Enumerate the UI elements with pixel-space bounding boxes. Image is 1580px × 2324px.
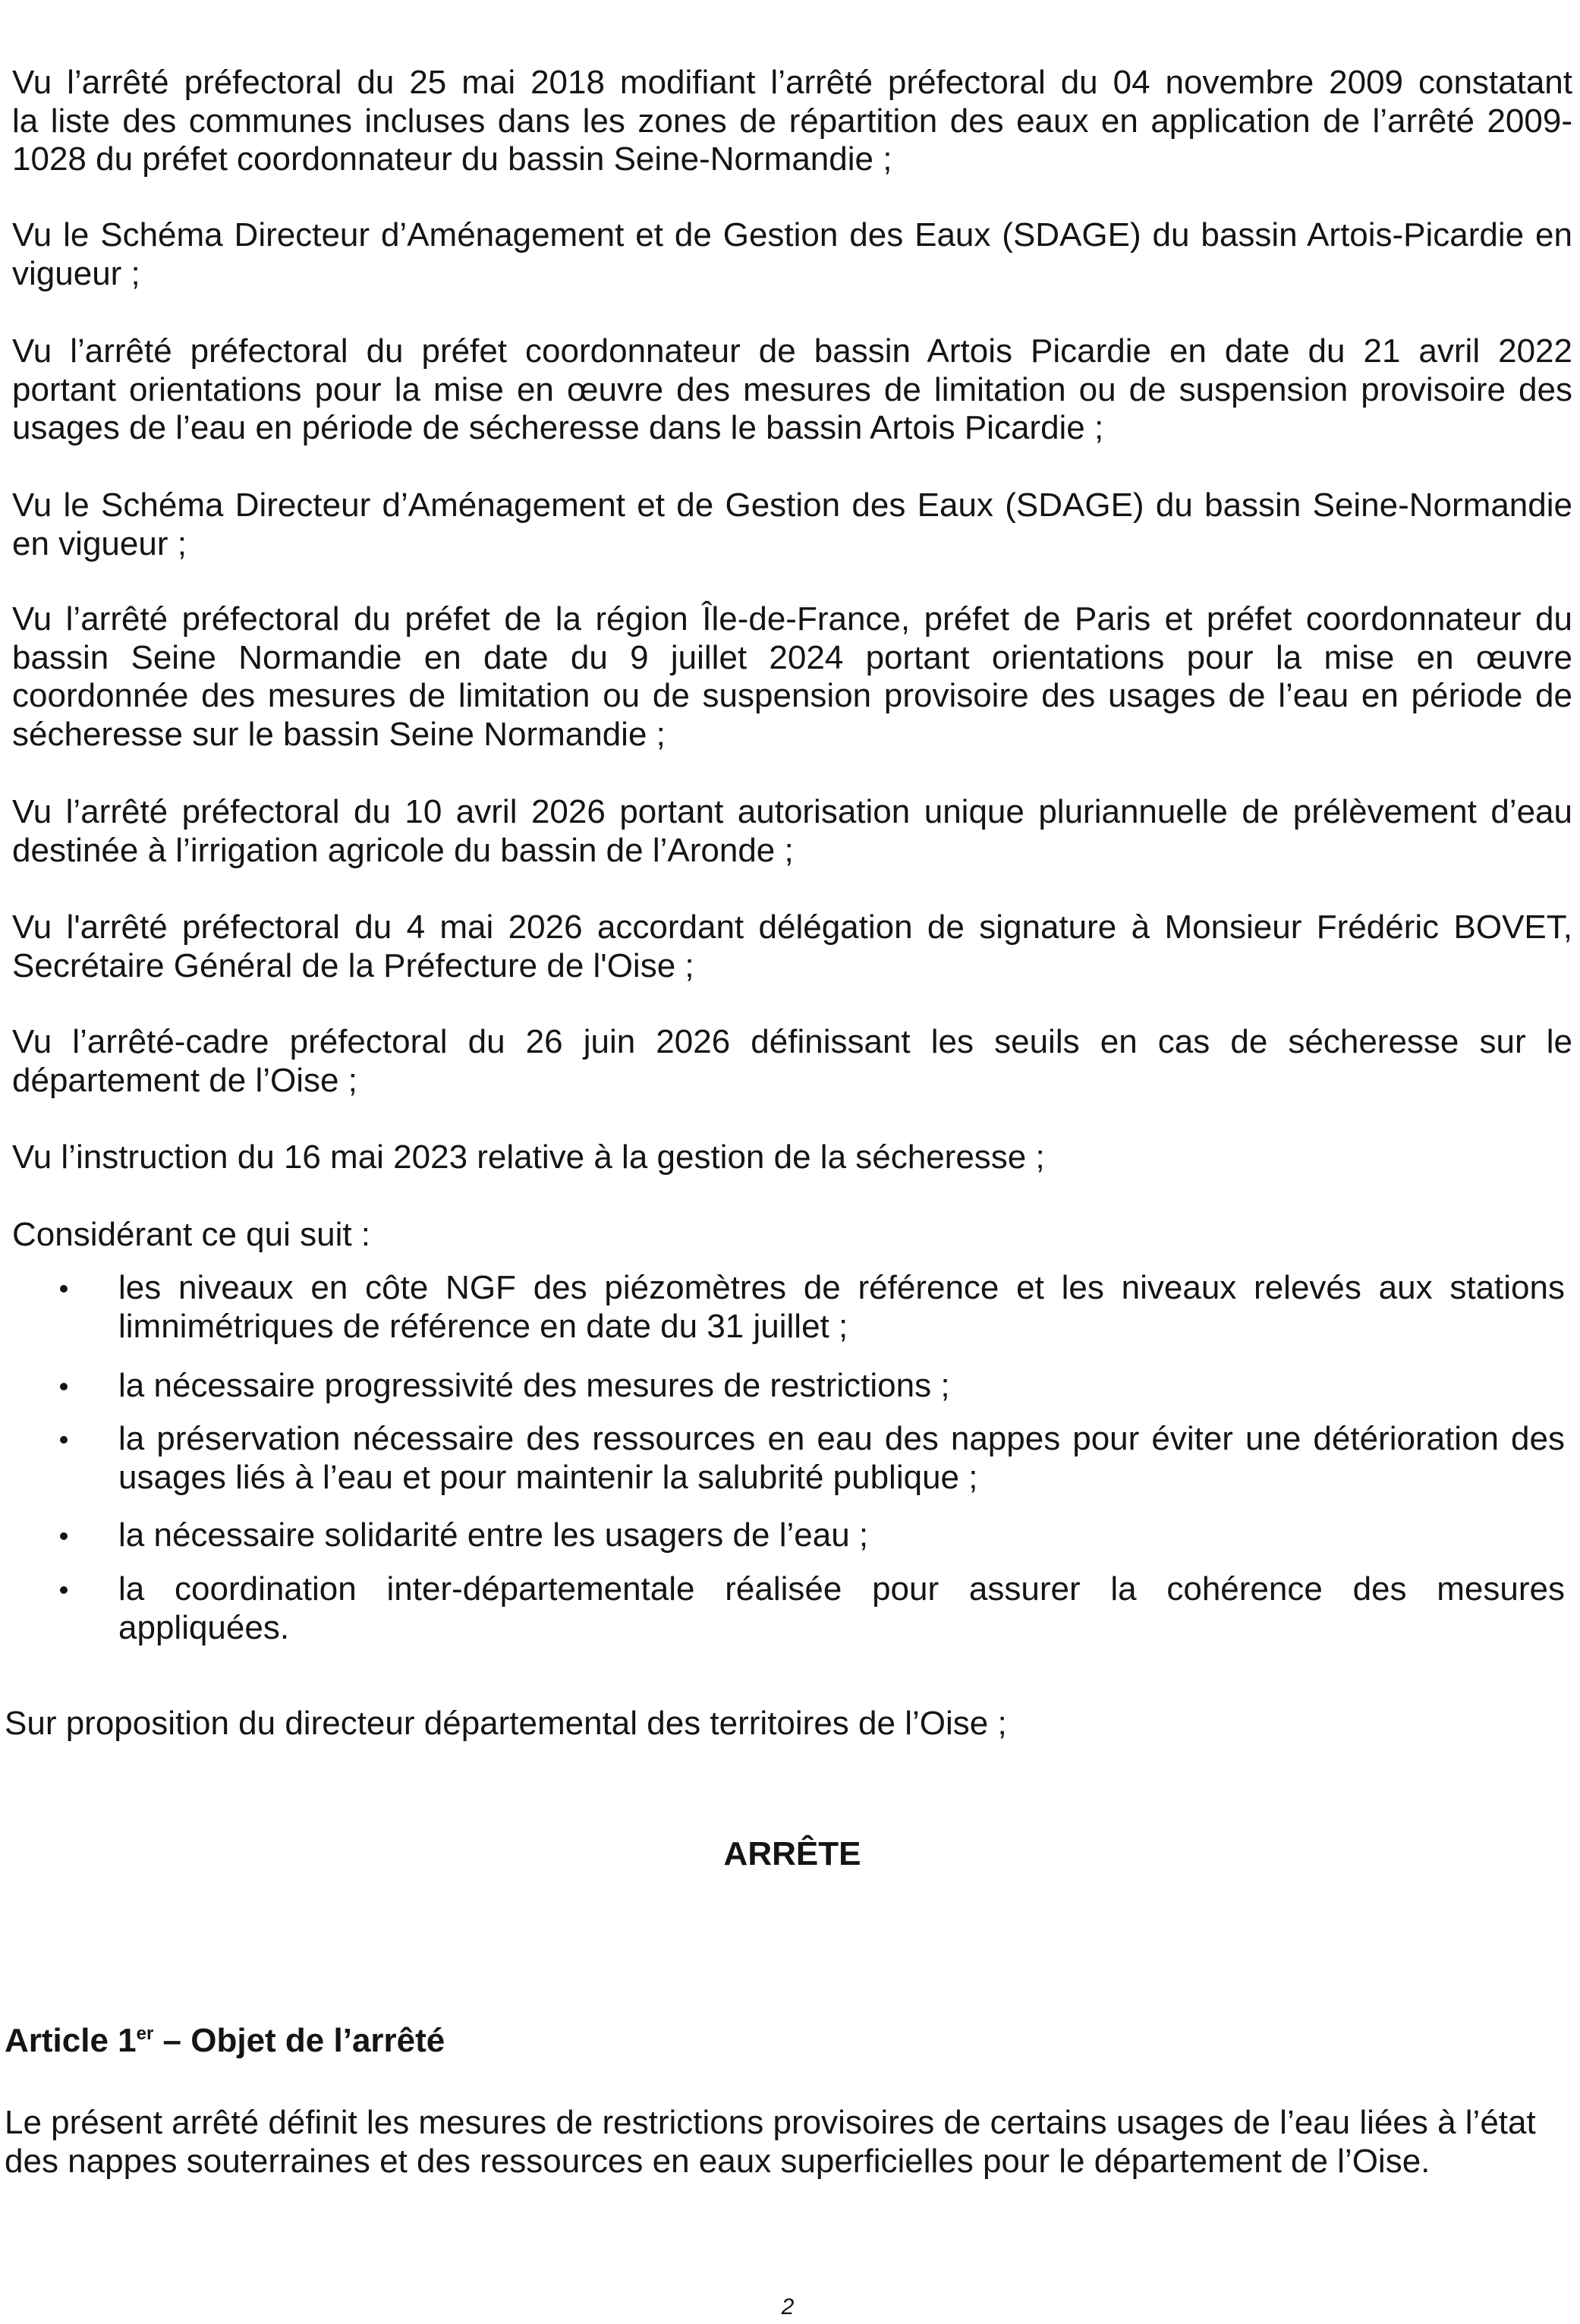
considerant-item [118, 1269, 1565, 1346]
visa-paragraph [12, 793, 1572, 870]
text-line: la nécessaire solidarité entre les usagers de l’eau ; [118, 1516, 869, 1554]
text-line: coordonnée des mesures de limitation ou de suspension provisoire des usages de l’eau en période de [12, 677, 1572, 714]
considerant-item [118, 1516, 1565, 1555]
text-line: Vu l’arrêté préfectoral du 10 avril 2026 portant autorisation unique pluriannuelle de prélèvement d’eau [12, 793, 1572, 830]
bullet-icon [60, 1586, 68, 1594]
visa-paragraph [12, 909, 1572, 985]
visa-paragraph [12, 64, 1572, 179]
article-number-suffix: er [136, 2023, 154, 2044]
text-line: Vu l’arrêté-cadre préfectoral du 26 juin 2026 définissant les seuils en cas de sécheresse sur le [12, 1023, 1572, 1060]
text-line: usages liés à l’eau et pour maintenir la salubrité publique ; [118, 1458, 978, 1496]
bullet-icon [60, 1285, 68, 1293]
text-line: usages de l’eau en période de sécheresse dans le bassin Artois Picardie ; [12, 409, 1104, 446]
text-line: destinée à l’irrigation agricole du bassin de l’Aronde ; [12, 831, 794, 869]
article-subject: – Objet de l’arrêté [153, 2022, 445, 2059]
bullet-icon [60, 1383, 68, 1390]
text-line: Vu l’arrêté préfectoral du préfet coordonnateur de bassin Artois Picardie en date du 21 avril 2022 [12, 332, 1572, 370]
text-line: Vu l’arrêté préfectoral du 25 mai 2018 modifiant l’arrêté préfectoral du 04 novembre 2009 constatant [12, 64, 1572, 101]
article-number: Article 1 [5, 2022, 137, 2059]
text-line: Considérant ce qui suit : [12, 1216, 371, 1253]
text-line: Sur proposition du directeur départemental des territoires de l’Oise ; [5, 1705, 1007, 1742]
text-line: la préservation nécessaire des ressources en eau des nappes pour éviter une détérioration des [118, 1420, 1565, 1457]
text-line: 1028 du préfet coordonnateur du bassin Seine-Normandie ; [12, 140, 892, 178]
bullet-icon [60, 1532, 68, 1540]
text-line: en vigueur ; [12, 524, 187, 562]
text-line: limnimétriques de référence en date du 31 juillet ; [118, 1307, 848, 1345]
text-line: Secrétaire Général de la Préfecture de l'Oise ; [12, 946, 694, 984]
text-line: portant orientations pour la mise en œuvre des mesures de limitation ou de suspension provisoire des [12, 370, 1572, 408]
text-line: département de l’Oise ; [12, 1061, 357, 1099]
visa-paragraph [12, 332, 1572, 448]
text-line: bassin Seine Normandie en date du 9 juillet 2024 portant orientations pour la mise en œuvre [12, 638, 1572, 676]
visa-paragraph [12, 487, 1572, 563]
bullet-icon [60, 1436, 68, 1444]
article-body [5, 2104, 1572, 2181]
considerant-item [118, 1420, 1565, 1497]
text-line: les niveaux en côte NGF des piézomètres de référence et les niveaux relevés aux stations [118, 1269, 1565, 1306]
decision-heading: ARRÊTE [723, 1835, 861, 1872]
text-line: Vu le Schéma Directeur d’Aménagement et de Gestion des Eaux (SDAGE) du bassin Artois-Picardie en [12, 216, 1572, 253]
text-line: Le présent arrêté définit les mesures de restrictions provisoires de certains usages de l’eau liées à l’état [5, 2104, 1536, 2141]
considerant-item [118, 1367, 1565, 1406]
text-line: Vu le Schéma Directeur d’Aménagement et de Gestion des Eaux (SDAGE) du bassin Seine-Normandie [12, 487, 1572, 524]
considerant-item [118, 1570, 1565, 1647]
visa-paragraph [12, 1138, 1572, 1177]
visa-paragraph [12, 216, 1572, 293]
text-line: la coordination inter-départementale réalisée pour assurer la cohérence des mesures [118, 1570, 1565, 1608]
article-title [5, 2022, 1572, 2061]
text-line: Vu l'arrêté préfectoral du 4 mai 2026 accordant délégation de signature à Monsieur Frédéric BOVET, [12, 909, 1572, 946]
text-line: des nappes souterraines et des ressources en eaux superficielles pour le département de l’Oise. [5, 2142, 1430, 2180]
page-number: 2 [781, 2294, 795, 2319]
text-line: la liste des communes incluses dans les zones de répartition des eaux en application de l’arrêté 2009- [12, 102, 1572, 140]
text-line: sécheresse sur le bassin Seine Normandie ; [12, 715, 666, 753]
text-line: appliquées. [118, 1608, 290, 1646]
visa-paragraph [12, 1023, 1572, 1100]
visa-paragraph [12, 600, 1572, 754]
text-line: vigueur ; [12, 254, 140, 292]
text-line: Vu l’instruction du 16 mai 2023 relative à la gestion de la sécheresse ; [12, 1138, 1045, 1176]
text-line: Vu l’arrêté préfectoral du préfet de la région Île-de-France, préfet de Paris et préfet coordonnateur du [12, 600, 1572, 638]
proposition-paragraph [5, 1705, 1572, 1743]
considerant-label [12, 1216, 1572, 1255]
text-line: la nécessaire progressivité des mesures de restrictions ; [118, 1367, 950, 1404]
